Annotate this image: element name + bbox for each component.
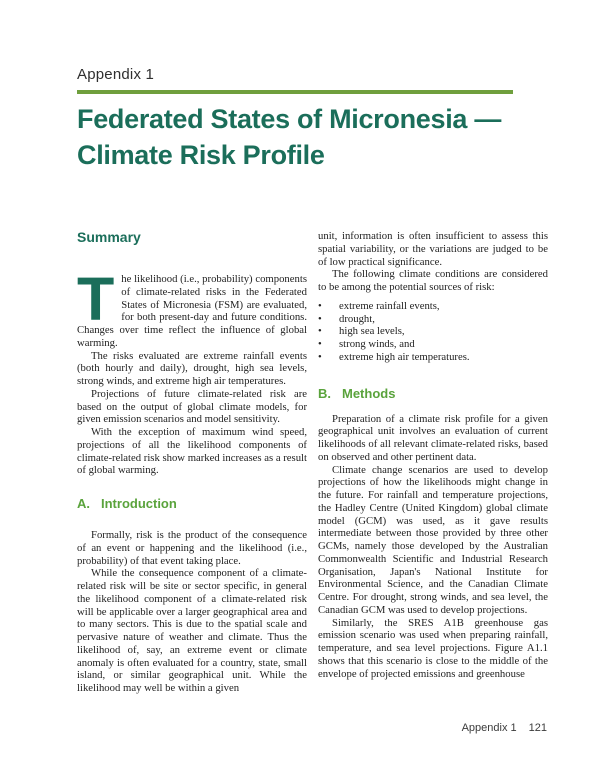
footer-appendix-label: Appendix 1 [461, 722, 517, 734]
paragraph: The following climate conditions are considered to be among the potential sources of risk: [318, 268, 548, 293]
bullet-item [318, 313, 548, 326]
bullet-glyph: • [318, 312, 322, 325]
page-title-line1: Federated States of Micronesia — [77, 104, 502, 134]
bullet-item [318, 300, 548, 313]
risk-bullet-list [318, 300, 548, 364]
paragraph: The risks evaluated are extreme rainfall events (both hourly and daily), drought, high sea levels, strong winds, and extreme high air temperatures. [77, 349, 307, 387]
right-column [318, 230, 548, 680]
bullet-text: extreme rainfall events, [339, 299, 440, 312]
bullet-glyph: • [318, 338, 322, 350]
bullet-item [318, 338, 548, 351]
bullet-item [318, 325, 548, 338]
section-number: A. [77, 496, 90, 511]
paragraph: unit, information is often insufficient to assess this spatial variability, or the variations are judged to be of low practical significance. [318, 230, 548, 268]
paragraph: With the exception of maximum wind speed, projections of all the likelihood components of climate-related risk show marked increases as a result of global warming. [77, 426, 307, 477]
footer-page-number: 121 [528, 722, 547, 734]
paragraph: Climate change scenarios are used to develop projections of how the likelihoods might change in the future. For rainfall and temperature projections, the Hadley Centre (United Kingdom) global climate model (GCM) was used, as it gave results intermediate between those provided by three other GCMs, namely those developed by the Australian Commonwealth Scientific and Industrial Research Organisation, Japan's National Institute for Environmental Science, and the Canadian Climate Centre. For drought, strong winds, and sea level, the Canadian GCM was used to develop projections. [318, 463, 548, 616]
dropcap-letter: T [77, 265, 115, 333]
section-number: B. [318, 385, 331, 401]
bullet-glyph: • [318, 325, 322, 338]
paragraph [77, 265, 307, 350]
page-header [77, 66, 513, 94]
paragraph: Projections of future climate-related risk are based on the output of global climate models, for given emission scenarios and model sensitivity. [77, 387, 307, 426]
paragraph-text: he likelihood (i.e., probability) components of climate-related risks in the Federated States of Micronesia (FSM) are evaluated, for both present-day and future conditions. Changes over time reflect the influence of global warming. [77, 273, 307, 349]
page-title-line2: Climate Risk Profile [77, 140, 325, 170]
section-label: Methods [342, 385, 396, 401]
bullet-text: high sea levels, [339, 325, 405, 338]
left-column [77, 229, 307, 695]
section-heading-methods [318, 386, 548, 401]
bullet-text: extreme high air temperatures. [339, 350, 470, 363]
bullet-item [318, 351, 548, 364]
paragraph: Formally, risk is the product of the consequence of an event or happening and the likelihood (i.e., probability) of that event taking place. [77, 529, 307, 567]
summary-heading: Summary [77, 229, 141, 245]
paragraph: While the consequence component of a climate-related risk will be site or sector specific, in general the likelihood component of a climate-related risk will be applicable over a larger geographical area and to many sectors. This is due to the spatial scale and pervasive nature of weather and climate. Thus the likelihood of, say, an extreme event or climate anomaly is often evaluated for a country, state, small island, or similar geographical unit. While the likelihood may well be within a given [77, 567, 307, 694]
paragraph: Similarly, the SRES A1B greenhouse gas emission scenario was used when preparing rainfall, temperature, and sea level projections. Figure A1.1 shows that this scenario is close to the middle of the envelope of projected emissions and greenhouse [318, 616, 548, 680]
paragraph: Preparation of a climate risk profile for a given geographical unit involves an evaluation of current likelihoods of all relevant climate-related risks, based on observed and other pertinent data. [318, 412, 548, 463]
bullet-text: drought, [339, 312, 375, 325]
section-heading-introduction [77, 496, 307, 511]
appendix-eyebrow: Appendix 1 [77, 66, 155, 83]
bullet-glyph: • [318, 350, 322, 363]
bullet-glyph: • [318, 299, 322, 312]
page-title [77, 101, 537, 173]
header-rule [77, 90, 513, 94]
section-label: Introduction [101, 496, 177, 511]
bullet-text: strong winds, and [339, 338, 415, 350]
page-footer [462, 722, 547, 735]
